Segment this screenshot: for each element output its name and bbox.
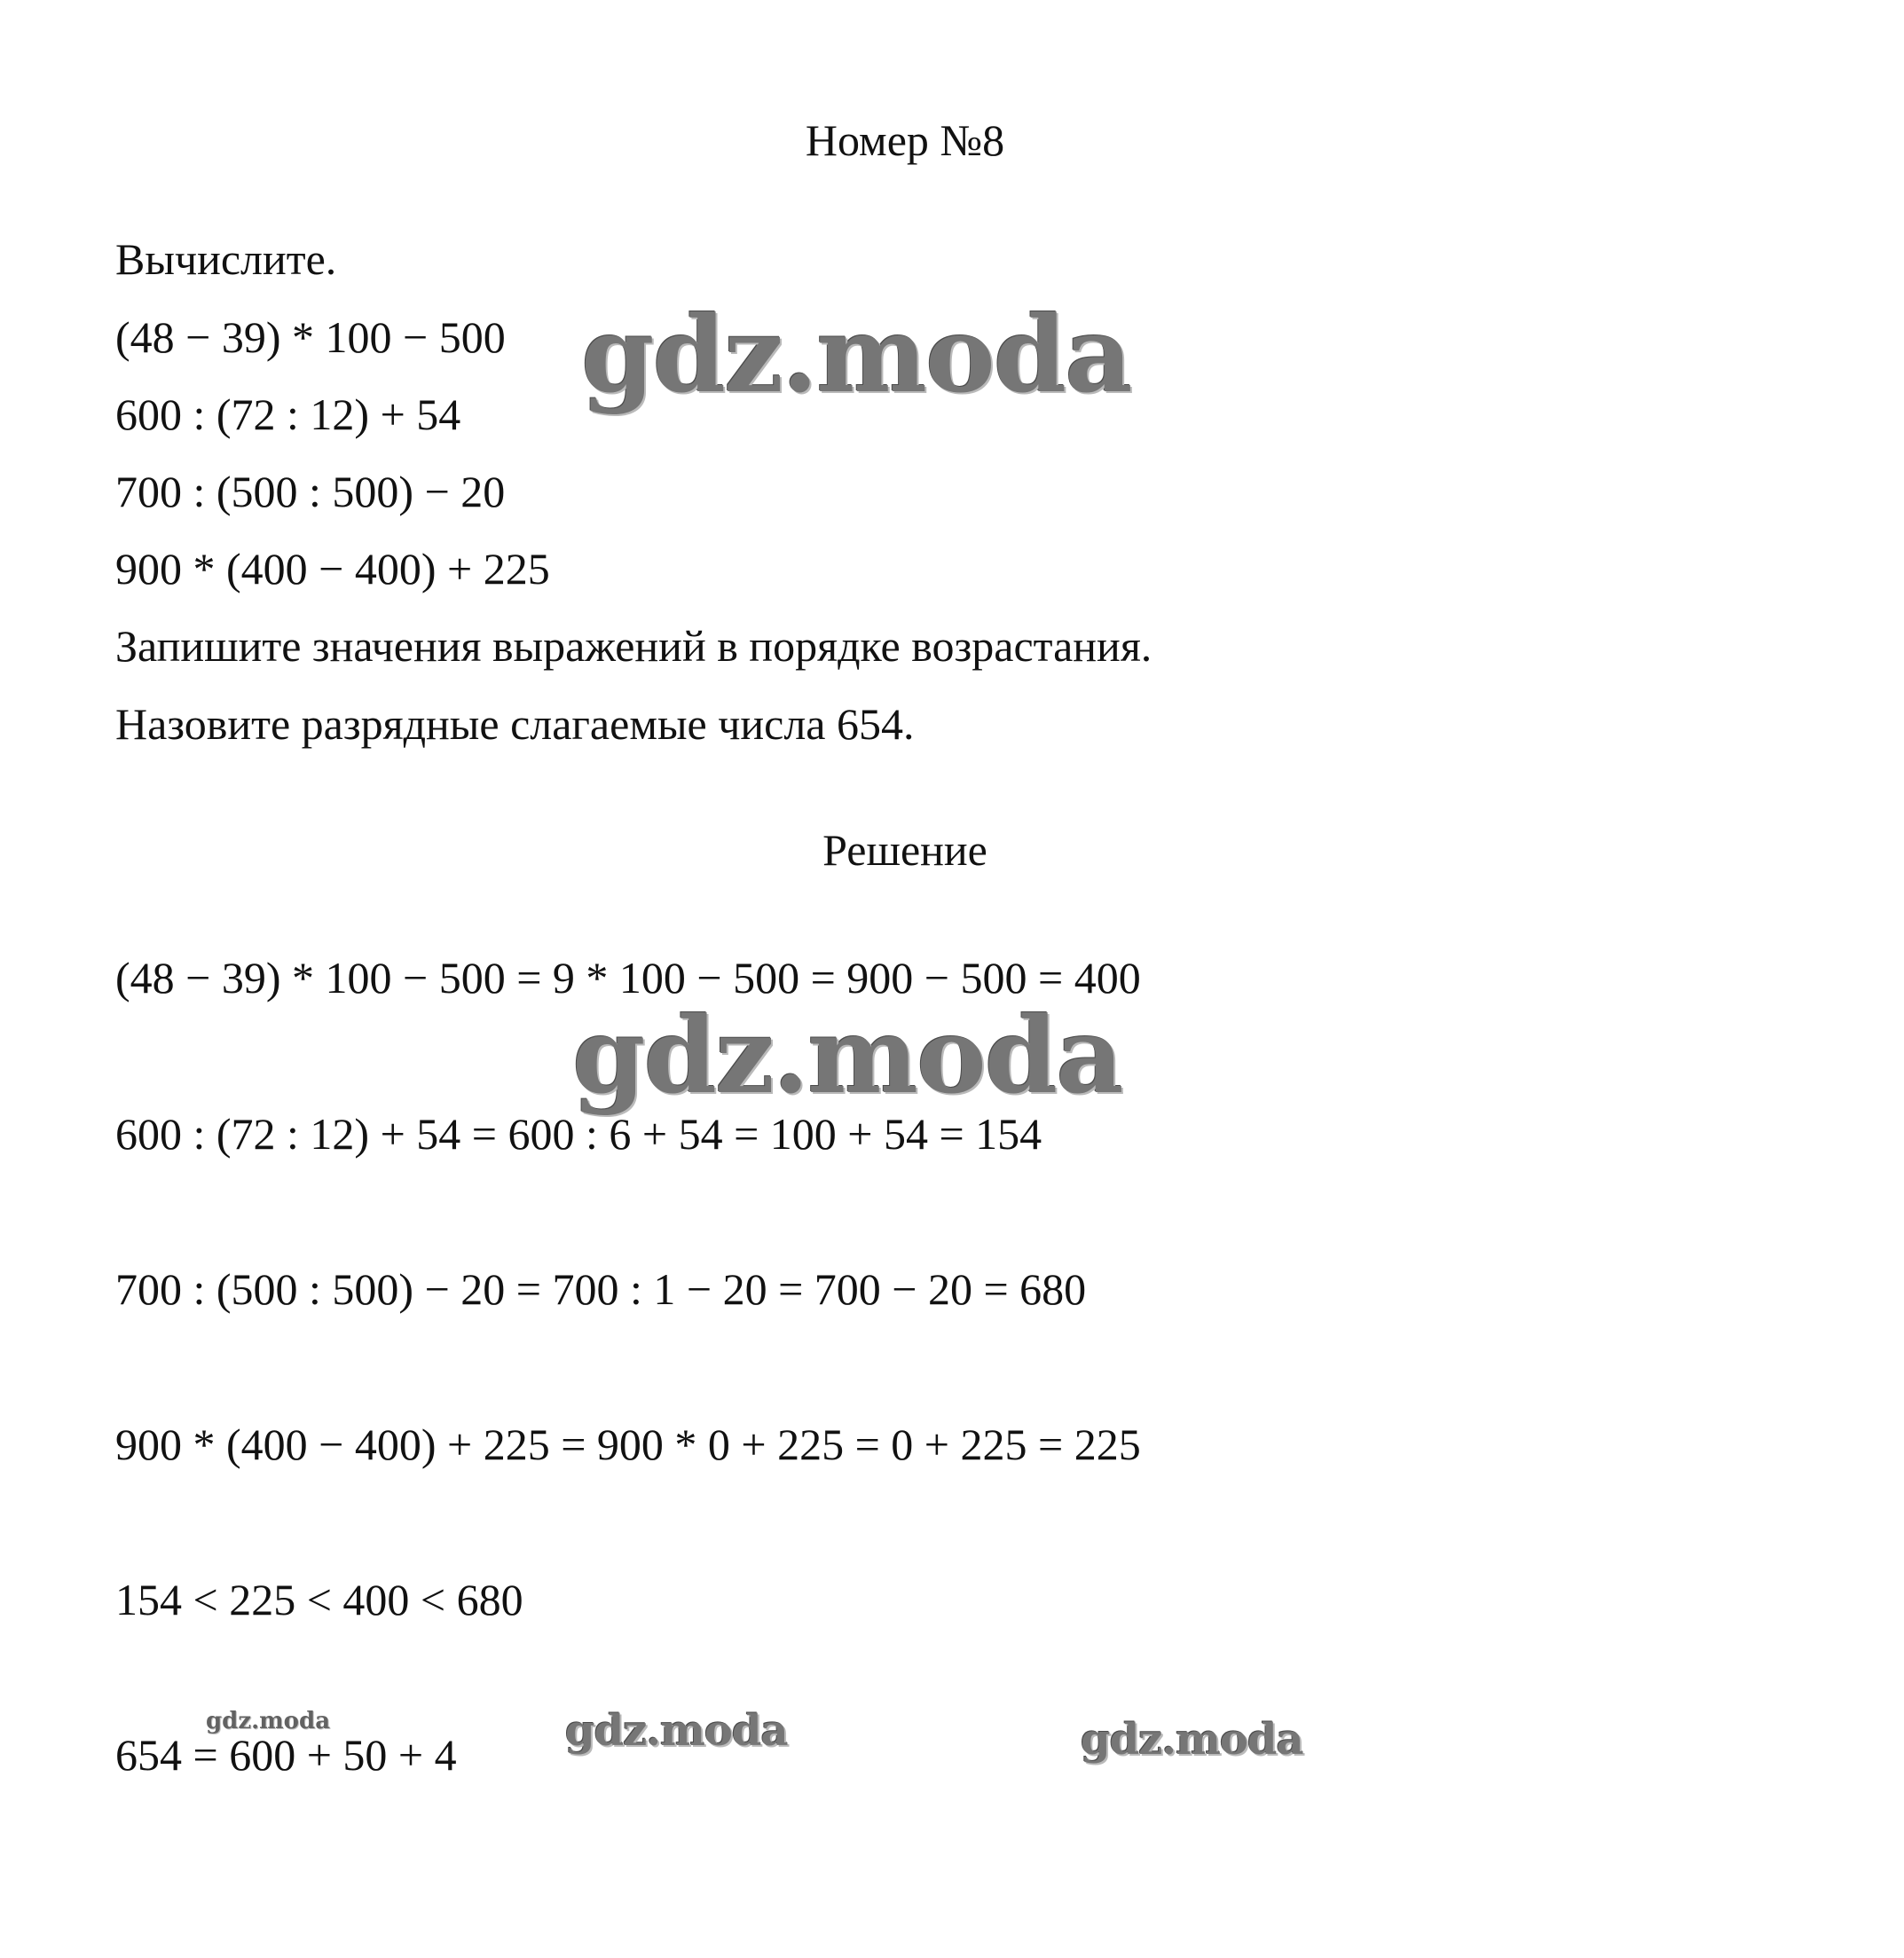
watermark-logo: gdz.moda (565, 1706, 788, 1756)
solution-digit-sum: 654 = 600 + 50 + 4 (115, 1730, 457, 1780)
task-question-order: Запишите значения выражений в порядке возрастания. (115, 621, 1153, 671)
solution-line-2: 600 : (72 : 12) + 54 = 600 : 6 + 54 = 100 + 54 = 154 (115, 1109, 1042, 1159)
solution-line-1: (48 − 39) * 100 − 500 = 9 * 100 − 500 = 900 − 500 = 400 (115, 953, 1141, 1003)
watermark-logo: gdz.moda (206, 1708, 331, 1734)
task-question-digits: Назовите разрядные слагаемые числа 654. (115, 699, 915, 749)
watermark-logo: gdz.moda (572, 994, 1122, 1117)
task-instruction: Вычислите. (115, 234, 337, 284)
task-expression-3: 700 : (500 : 500) − 20 (115, 467, 506, 516)
task-expression-4: 900 * (400 − 400) + 225 (115, 544, 550, 594)
solution-line-3: 700 : (500 : 500) − 20 = 700 : 1 − 20 = 700 − 20 = 680 (115, 1264, 1087, 1314)
task-expression-1: (48 − 39) * 100 − 500 (115, 312, 506, 362)
watermark-logo: gdz.moda (581, 293, 1131, 416)
page-title: Номер №8 (805, 115, 1005, 165)
solution-line-4: 900 * (400 − 400) + 225 = 900 * 0 + 225 = 0 + 225 = 225 (115, 1419, 1141, 1469)
task-expression-2: 600 : (72 : 12) + 54 (115, 389, 461, 439)
watermark-logo: gdz.moda (1081, 1715, 1303, 1765)
solution-heading: Решение (822, 825, 987, 875)
solution-comparison: 154 < 225 < 400 < 680 (115, 1575, 523, 1624)
